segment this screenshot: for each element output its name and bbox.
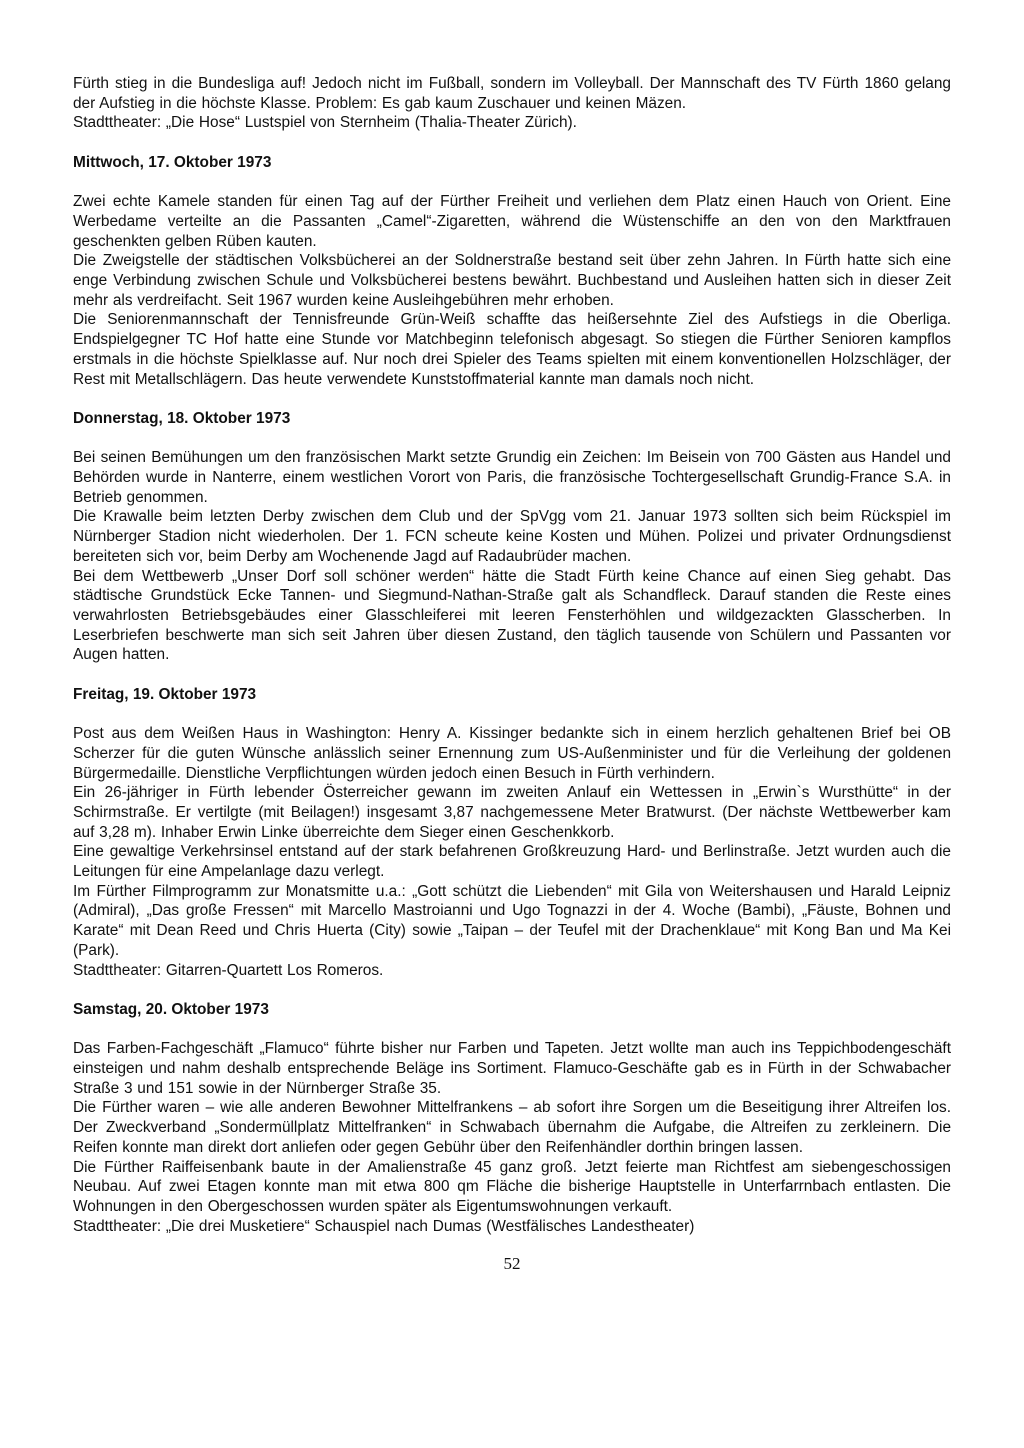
paragraph: Zwei echte Kamele standen für einen Tag auf der Fürther Freiheit und verliehen dem Platz einen Hauch von Orient. Eine Werbedame verteilte an die Passanten „Camel“-Zigaretten, während die Wüstenschiffe an den von den Marktfrauen geschenkten gelben Rüben kauten. — [73, 193, 951, 250]
paragraph: Stadttheater: Gitarren-Quartett Los Romeros. — [73, 961, 384, 979]
paragraph: Bei seinen Bemühungen um den französischen Markt setzte Grundig ein Zeichen: Im Beisein von 700 Gästen aus Handel und Behörden wurde in Nanterre, einem westlichen Vorort von Paris, die französische Tochtergesellschaft Grundig-France S.A. in Betrieb genommen. — [73, 449, 951, 506]
section-heading: Mittwoch, 17. Oktober 1973 — [73, 153, 272, 171]
document-body — [73, 74, 951, 1236]
paragraph: Die Seniorenmannschaft der Tennisfreunde Grün-Weiß schaffte das heißersehnte Ziel des Aufstiegs in die Oberliga. Endspielgegner TC Hof hatte eine Stunde vor Matchbeginn telefonisch abgesagt. So stiegen die Fürther Senioren kampflos erstmals in die höchste Spielklasse auf. Nur noch drei Spieler des Teams spielten mit einem konventionellen Holzschläger, der Rest mit Metallschlägern. Das heute verwendete Kunststoffmaterial kannte man damals noch nicht. — [73, 311, 951, 388]
paragraph: Stadttheater: „Die Hose“ Lustspiel von Sternheim (Thalia-Theater Zürich). — [73, 114, 577, 132]
paragraph: Die Fürther Raiffeisenbank baute in der Amalienstraße 45 ganz groß. Jetzt feierte man Richtfest am siebengeschossigen Neubau. Auf zwei Etagen konnte man mit etwa 800 qm Fläche die bisherige Hauptstelle in Unterfarrnbach entlasten. Die Wohnungen in den Obergeschossen wurden später als Eigentumswohnungen verkauft. — [73, 1158, 951, 1215]
page-number: 52 — [503, 1254, 521, 1274]
paragraph: Im Fürther Filmprogramm zur Monatsmitte u.a.: „Gott schützt die Liebenden“ mit Gila von Weitershausen und Harald Leipniz (Admiral), „Das große Fressen“ mit Marcello Mastroianni und Ugo Tognazzi in der 4. Woche (Bambi), „Fäuste, Bohnen und Karate“ mit Dean Reed und Chris Huerta (City) sowie „Taipan – der Teufel mit der Drachenklaue“ mit Kong Ban und Ma Kei (Park). — [73, 882, 951, 959]
paragraph: Ein 26-jähriger in Fürth lebender Österreicher gewann im zweiten Anlauf ein Wettessen in „Erwin`s Wursthütte“ in der Schirmstraße. Er vertilgte (mit Beilagen!) insgesamt 3,87 nachgemessene Meter Bratwurst. (Der nächste Wettbewerber kam auf 3,28 m). Inhaber Erwin Linke überreichte dem Sieger einen Geschenkkorb. — [73, 784, 951, 841]
paragraph: Das Farben-Fachgeschäft „Flamuco“ führte bisher nur Farben und Tapeten. Jetzt wollte man auch ins Teppichbodengeschäft einsteigen und nahm deshalb entsprechende Beläge ins Sortiment. Flamuco-Geschäfte gab es in Fürth in der Schwabacher Straße 3 und 151 sowie in der Nürnberger Straße 35. — [73, 1040, 951, 1097]
section-heading: Samstag, 20. Oktober 1973 — [73, 1000, 269, 1018]
paragraph: Eine gewaltige Verkehrsinsel entstand auf der stark befahrenen Großkreuzung Hard- und Berlinstraße. Jetzt wurden auch die Leitungen für eine Ampelanlage dazu verlegt. — [73, 843, 951, 881]
paragraph: Die Fürther waren – wie alle anderen Bewohner Mittelfrankens – ab sofort ihre Sorgen um die Beseitigung ihrer Altreifen los. Der Zweckverband „Sondermüllplatz Mittelfranken“ in Schwabach übernahm die Aufgabe, die Altreifen zu zerkleinern. Die Reifen konnte man direkt dort anliefen oder gegen Gebühr über den Reifenhändler dorthin bringen lassen. — [73, 1099, 951, 1156]
paragraph: Die Krawalle beim letzten Derby zwischen dem Club und der SpVgg vom 21. Januar 1973 sollten sich beim Rückspiel im Nürnberger Stadion nicht wiederholen. Der 1. FCN scheute keine Kosten und Mühen. Polizei und privater Ordnungsdienst bereiteten sich vor, beim Derby am Wochenende Jagd auf Radaubrüder machen. — [73, 508, 951, 565]
paragraph: Die Zweigstelle der städtischen Volksbücherei an der Soldnerstraße bestand seit über zehn Jahren. In Fürth hatte sich eine enge Verbindung zwischen Schule und Volksbücherei bestens bewährt. Buchbestand und Ausleihen hatten sich in dieser Zeit mehr als verdreifacht. Seit 1967 wurden keine Ausleihgebühren mehr erhoben. — [73, 252, 951, 309]
section-heading: Donnerstag, 18. Oktober 1973 — [73, 409, 291, 427]
paragraph: Stadttheater: „Die drei Musketiere“ Schauspiel nach Dumas (Westfälisches Landestheater) — [73, 1217, 695, 1235]
paragraph: Post aus dem Weißen Haus in Washington: Henry A. Kissinger bedankte sich in einem herzlich gehaltenen Brief bei OB Scherzer für die guten Wünsche anlässlich seiner Ernennung zum US-Außenminister und für die Verleihung der goldenen Bürgermedaille. Dienstliche Verpflichtungen würden jedoch einen Besuch in Fürth verhindern. — [73, 725, 951, 782]
paragraph: Fürth stieg in die Bundesliga auf! Jedoch nicht im Fußball, sondern im Volleyball. Der Mannschaft des TV Fürth 1860 gelang der Aufstieg in die höchste Klasse. Problem: Es gab kaum Zuschauer und keinen Mäzen. — [73, 75, 951, 112]
section-heading: Freitag, 19. Oktober 1973 — [73, 685, 257, 703]
paragraph: Bei dem Wettbewerb „Unser Dorf soll schöner werden“ hätte die Stadt Fürth keine Chance auf einen Sieg gehabt. Das städtische Grundstück Ecke Tannen- und Siegmund-Nathan-Straße galt als Schandfleck. Darauf standen die Reste eines verwahrlosten Betriebsgebäudes einer Glasschleiferei mit leeren Fensterhöhlen und wildgezackten Glasscherben. In Leserbriefen beschwerte man sich seit Jahren über diesen Zustand, den täglich tausende von Schülern und Passanten vor Augen hatten. — [73, 567, 951, 664]
